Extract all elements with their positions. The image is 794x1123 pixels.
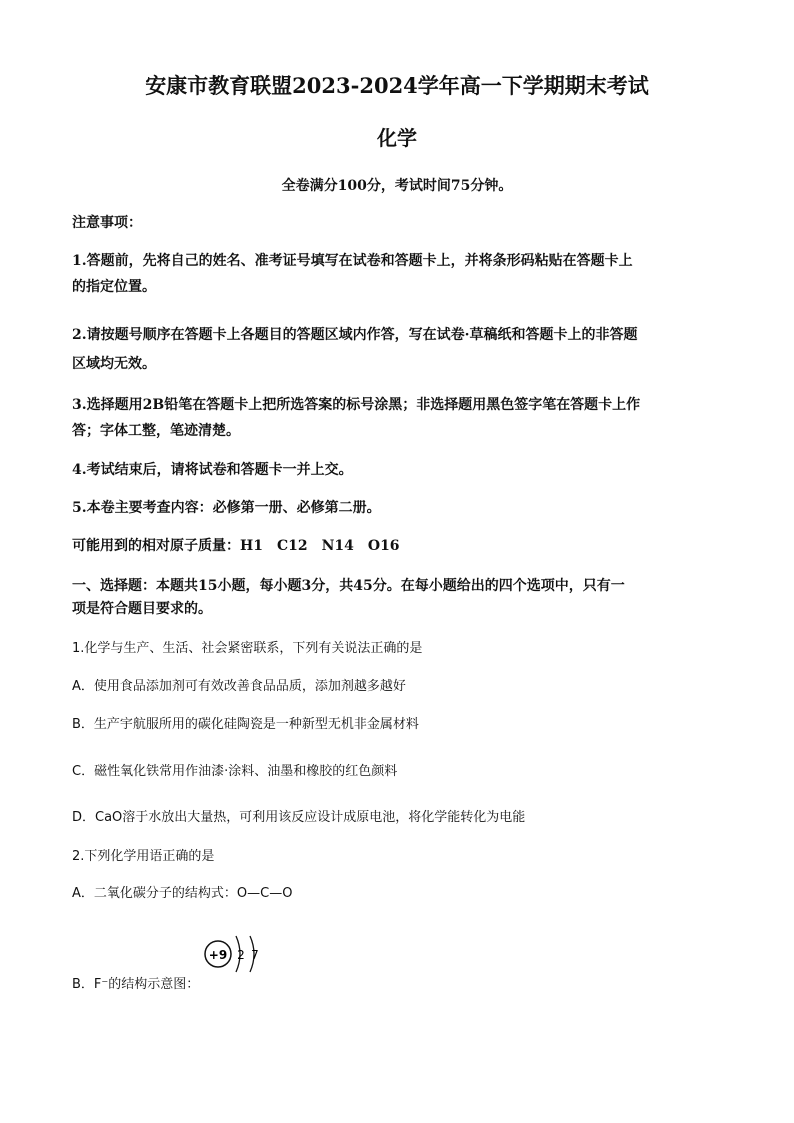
atomic-mass: 可能用到的相对原子质量：H1 C12 N14 O16 (72, 538, 400, 554)
shell-1-electrons: 2 (237, 948, 245, 962)
question-1-option-c: C．磁性氧化铁常用作油漆·涂料、油墨和橡胶的红色颜料 (72, 764, 398, 779)
note-1-line-1: 1.答题前，先将自己的姓名、准考证号填写在试卷和答题卡上，并将条形码粘贴在答题卡上 (72, 253, 633, 269)
exam-info: 全卷满分100分，考试时间75分钟。 (281, 178, 513, 194)
subject-title: 化学 (377, 126, 417, 150)
question-1-option-a: A．使用食品添加剂可有效改善食品品质，添加剂越多越好 (72, 679, 406, 694)
nucleus-charge: +9 (208, 948, 228, 962)
notes-heading: 注意事项： (72, 215, 142, 231)
question-1-stem: 1.化学与生产、生活、社会紧密联系，下列有关说法正确的是 (72, 641, 423, 656)
shell-2-electrons: 7 (251, 948, 259, 962)
question-2-option-a: A．二氧化碳分子的结构式：O—C—O (72, 886, 293, 901)
section-1-line-1: 一、选择题：本题共15小题，每小题3分，共45分。在每小题给出的四个选项中，只有一 (72, 578, 625, 594)
exam-title: 安康市教育联盟2023-2024学年高一下学期期末考试 (145, 73, 649, 98)
note-3-line-2: 答；字体工整，笔迹清楚。 (72, 423, 240, 439)
fluoride-ion-structure-diagram (202, 930, 272, 978)
note-5: 5.本卷主要考查内容：必修第一册、必修第二册。 (72, 500, 381, 516)
note-1-line-2: 的指定位置。 (72, 279, 156, 295)
question-2-stem: 2.下列化学用语正确的是 (72, 849, 215, 864)
section-1-line-2: 项是符合题目要求的。 (72, 601, 212, 617)
note-2-line-1: 2.请按题号顺序在答题卡上各题目的答题区域内作答，写在试卷·草稿纸和答题卡上的非答题 (72, 327, 638, 343)
note-2-line-2: 区域均无效。 (72, 356, 156, 372)
question-1-option-d: D．CaO溶于水放出大量热，可利用该反应设计成原电池，将化学能转化为电能 (72, 810, 526, 825)
note-3-line-1: 3.选择题用2B铅笔在答题卡上把所选答案的标号涂黑；非选择题用黑色签字笔在答题卡上作 (72, 397, 641, 413)
note-4: 4.考试结束后，请将试卷和答题卡一并上交。 (72, 462, 353, 478)
question-1-option-b: B．生产宇航服所用的碳化硅陶瓷是一种新型无机非金属材料 (72, 717, 419, 732)
question-2-option-b: B．F⁻的结构示意图： (72, 977, 200, 992)
